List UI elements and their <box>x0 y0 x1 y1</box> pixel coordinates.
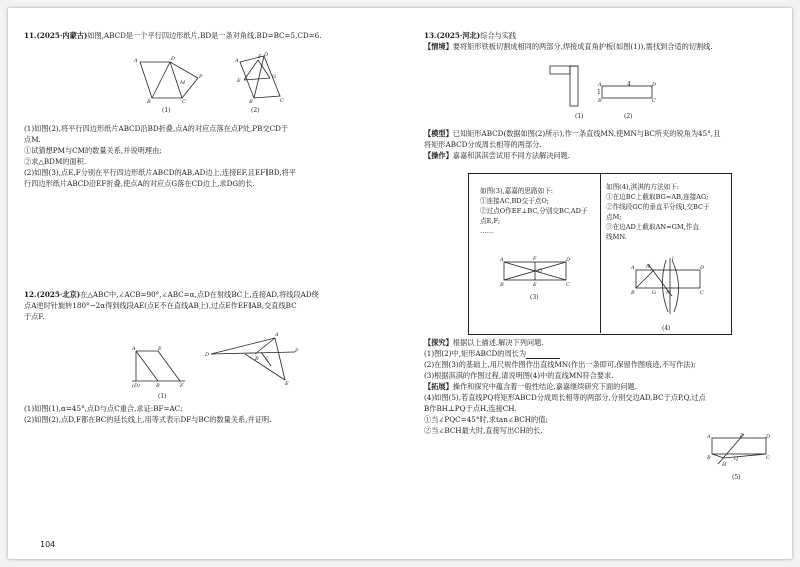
svg-text:B: B <box>255 356 259 362</box>
svg-text:G: G <box>652 290 656 296</box>
jiajia-method: 如图(3),嘉嘉的思路如下: ①连接AC,BD交于点O; ②过点O作EF⊥BC,分别交BC,AD于 点E,F; …… <box>480 187 588 235</box>
svg-text:B: B <box>500 282 504 288</box>
q13-title: 13.(2025·河北)综合与实践 <box>424 31 517 40</box>
q13-situation: 【情境】要将矩形铁板切割成相同的两部分,焊接成直角护板(如图(1)),需找到合适的切割线. <box>424 42 713 51</box>
page-number: 104 <box>40 540 56 549</box>
q13-model-block <box>424 128 776 161</box>
q11-part1: (1)如图(2),将平行四边形纸片ABCD沿BD折叠,点A的对应点落在点P处,PB交CD于 <box>24 124 289 133</box>
svg-text:A: A <box>598 82 602 88</box>
svg-text:M: M <box>180 80 186 86</box>
q12-stem: 12.(2025·北京)在△ABC中,∠ACB=90°,∠ABC=α,点D在射线BC上,连接AD,将线段AD绕 <box>24 290 319 299</box>
svg-text:B: B <box>249 99 253 105</box>
svg-text:F: F <box>295 348 299 354</box>
dim-4: 4 <box>627 81 631 88</box>
svg-text:D: D <box>264 52 269 58</box>
svg-text:O: O <box>538 268 543 274</box>
q13-e1: (1)图(2)中,矩形ABCD的周长为 <box>424 348 776 359</box>
svg-text:C: C <box>652 98 656 104</box>
q13-figure-3 <box>498 252 578 292</box>
svg-text:B: B <box>631 290 635 296</box>
q13-operation: 【操作】嘉嘉和淇淇尝试用不同方法解决问题. <box>424 151 571 160</box>
svg-text:H: H <box>722 462 727 468</box>
q13-e4-cont: B作BH⊥PQ于点H,连接CH. <box>424 404 517 413</box>
svg-text:N: N <box>646 264 651 270</box>
q13-head-block <box>424 30 776 52</box>
svg-text:D: D <box>652 82 657 88</box>
svg-text:P: P <box>740 433 744 439</box>
q11-part1-ii: ②求△BDM的面积. <box>24 157 87 166</box>
q13-fig4-caption: (4) <box>662 325 671 332</box>
svg-text:C: C <box>566 282 570 288</box>
svg-text:A: A <box>500 257 504 263</box>
svg-text:E: E <box>285 381 289 387</box>
q11-part2-cont: 行四边形纸片ABCD沿EF折叠,使点A的对应点G落在CD边上,求DG的长. <box>24 179 255 188</box>
q13-figure-4 <box>628 256 718 326</box>
svg-text:F: F <box>533 256 537 262</box>
svg-text:A: A <box>235 58 239 64</box>
q13-fig2-caption: (2) <box>624 113 633 120</box>
q12-block <box>24 289 374 322</box>
q11-part2: (2)如图(3),点E,F分别在平行四边形纸片ABCD的AB,AD边上,连接EF,且EF∥BD,将平 <box>24 168 296 177</box>
q11-part1-i: ①试猜想PM与CM的数量关系,并说明理由; <box>24 146 162 155</box>
svg-text:E: E <box>237 78 241 84</box>
svg-text:Q: Q <box>734 456 739 462</box>
svg-text:E: E <box>533 282 537 288</box>
q12-figure-2 <box>205 330 300 385</box>
svg-text:A: A <box>631 265 635 271</box>
svg-text:B: B <box>156 383 160 389</box>
q11-fig2-caption: (2) <box>251 107 260 114</box>
svg-text:A: A <box>132 346 136 352</box>
q13-e3: (3)根据淇淇的作图过程,请说明图(4)中的直线MN符合要求. <box>424 371 614 380</box>
q12-stem-cont: 点A逆时针旋转180°−2α得到线段AE(点E不在直线AB上),过点E作EF∥AB,交直线BC <box>24 301 297 310</box>
svg-text:(D): (D) <box>132 383 140 389</box>
svg-text:C: C <box>766 455 770 461</box>
left-column <box>24 30 374 41</box>
q11-figure-2 <box>234 52 294 104</box>
q12-parts <box>24 403 374 425</box>
q13-extension: 【拓展】操作和探究中蕴含着一般性结论,嘉嘉继续研究下面的问题. <box>424 382 638 391</box>
svg-text:F: F <box>258 54 262 60</box>
q13-e4-ii: ②当∠BCH最大时,直接写出CH的长. <box>424 426 543 435</box>
q13-e2: (2)在图(3)的基础上,用尺规作图作出直线MN(作出一条即可,保留作图痕迹,不写作法); <box>424 360 696 369</box>
methods-divider <box>600 173 601 333</box>
svg-text:A: A <box>134 58 138 64</box>
svg-text:B: B <box>598 98 602 104</box>
q11-figure-1 <box>130 50 220 105</box>
svg-text:G: G <box>272 74 276 80</box>
q13-explore: 【探究】根据以上描述,解决下列问题. <box>424 338 544 347</box>
q12-stem-end: 于点F. <box>24 312 45 321</box>
q13-fig3-caption: (3) <box>530 294 539 301</box>
svg-text:A: A <box>275 332 279 338</box>
svg-text:B: B <box>707 455 711 461</box>
svg-text:C: C <box>182 99 186 105</box>
q13-figure-1 <box>548 62 588 107</box>
q12-part2: (2)如图(2),点D,F都在BC的延长线上,用等式表示DF与BC的数量关系,并证明. <box>24 415 272 424</box>
svg-text:B: B <box>147 99 151 105</box>
q13-explore-block <box>424 337 776 436</box>
q13-model: 【模型】已知矩形ABCD(数据如图(2)所示),作一条直线MN,使MN与BC所夹的锐角为45°,且 <box>424 129 721 138</box>
q13-model-cont: 将矩形ABCD分成周长相等的两部分. <box>424 140 542 149</box>
svg-text:E: E <box>158 346 162 352</box>
svg-text:D: D <box>700 265 705 271</box>
q13-e4-i: ①当∠PQC=45°时,求tan∠BCH的值; <box>424 415 548 424</box>
svg-text:D: D <box>566 257 571 263</box>
q12-fig1-caption: (1) <box>158 393 167 400</box>
svg-text:P: P <box>199 74 203 80</box>
q12-part1: (1)如图(1),α=45°,点D与点C重合,求证:BF=AC; <box>24 404 183 413</box>
q13-fig1-caption: (1) <box>575 113 584 120</box>
qiqi-method: 如图(4),淇淇的方法如下: ①在边BC上截取BG=AB,连接AG; ②作线段GC的垂直平分线l,交BC于 点M; ③在边AD上截取AN=GM,作直 线MN. <box>606 183 710 241</box>
answer-blank[interactable] <box>526 350 560 359</box>
svg-text:D: D <box>171 56 176 62</box>
svg-text:D: D <box>766 434 771 440</box>
q11-fig1-caption: (1) <box>162 107 171 114</box>
q11-parts <box>24 123 374 189</box>
q13-fig5-caption: (5) <box>732 474 741 481</box>
q13-e4: (4)如图(5),若直线PQ将矩形ABCD分成周长相等的两部分,分别交边AD,BC于点P,Q,过点 <box>424 393 706 402</box>
svg-text:M: M <box>666 290 672 296</box>
q11-part1-cont: 点M. <box>24 135 41 144</box>
svg-text:C: C <box>280 98 284 104</box>
svg-text:D: D <box>205 352 210 358</box>
svg-text:C: C <box>265 356 269 362</box>
q13-figure-5 <box>704 432 774 472</box>
svg-text:F: F <box>180 383 184 389</box>
svg-text:C: C <box>700 290 704 296</box>
svg-text:l: l <box>672 256 674 262</box>
dim-1: 1 <box>597 89 601 96</box>
svg-text:A: A <box>707 434 711 440</box>
q11-stem: 11.(2025·内蒙古)如图,ABCD是一个平行四边形纸片,BD是一条对角线,BD=BC=5,CD=6. <box>24 31 322 40</box>
q12-figure-1 <box>130 345 190 390</box>
